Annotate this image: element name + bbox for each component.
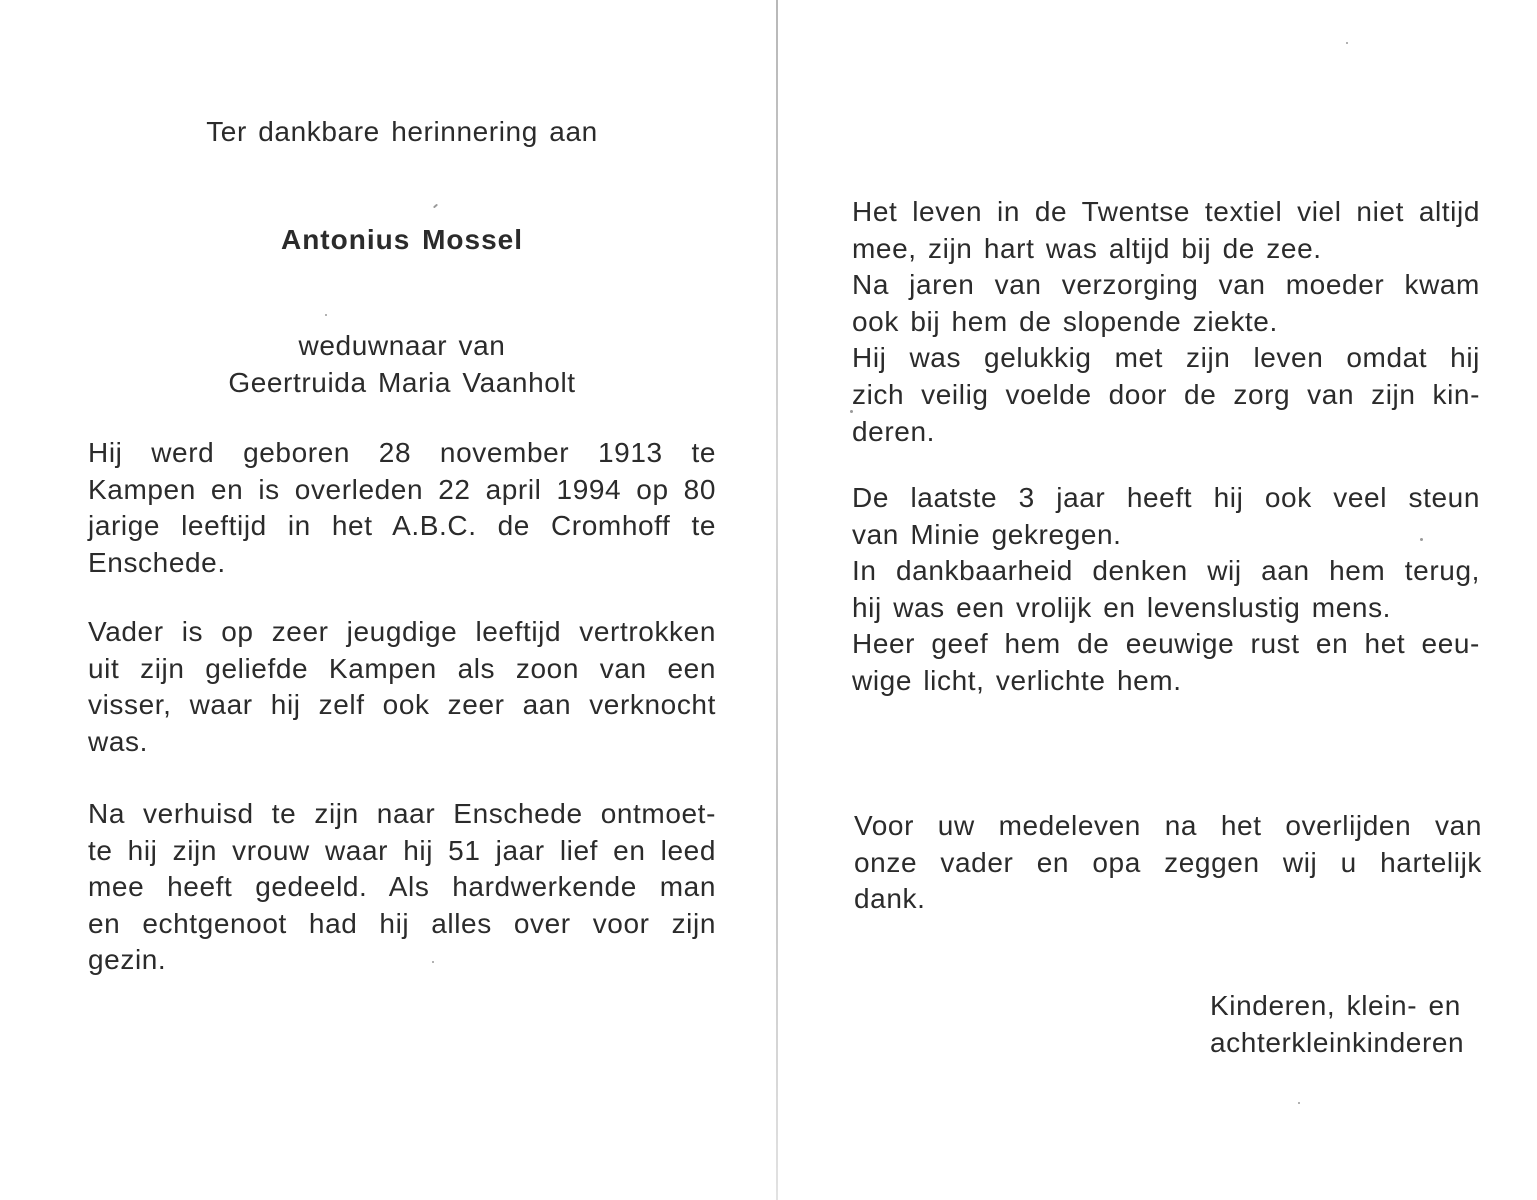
birth-paragraph bbox=[88, 435, 716, 581]
paragraph-line: Heer geef hem de eeuwige rust en het eeu- bbox=[852, 628, 1480, 660]
paragraph-line: uit zijn geliefde Kampen als zoon van een bbox=[88, 652, 716, 684]
paragraph-line: te hij zijn vrouw waar hij 51 jaar lief en leed bbox=[88, 834, 716, 866]
paragraph-line: Voor uw medeleven na het overlijden van bbox=[854, 810, 1482, 841]
scan-speck bbox=[432, 961, 434, 963]
paragraph-line: hij was een vrolijk en levenslustig mens. bbox=[852, 591, 1392, 623]
paragraph-line: mee, zijn hart was altijd bij de zee. bbox=[852, 232, 1322, 264]
deceased-name: Antonius Mossel bbox=[280, 224, 523, 255]
closing-paragraph bbox=[852, 480, 1480, 700]
paragraph-line: Hij was gelukkig met zijn leven omdat hij bbox=[852, 342, 1480, 374]
scan-speck bbox=[850, 410, 853, 413]
paragraph-line: ook bij hem de slopende ziekte. bbox=[852, 305, 1278, 337]
paragraph-line: De laatste 3 jaar heeft hij ook veel steun bbox=[852, 482, 1480, 513]
paragraph-line: en echtgenoot had hij alles over voor zijn bbox=[88, 907, 716, 939]
paragraph-line: deren. bbox=[852, 415, 935, 447]
paragraph-line: visser, waar hij zelf ook zeer aan verknocht bbox=[88, 689, 716, 721]
widower-label: weduwnaar van bbox=[298, 330, 506, 361]
scan-speck bbox=[1298, 1102, 1300, 1104]
paragraph-line: Na verhuisd te zijn naar Enschede ontmoet- bbox=[88, 798, 716, 829]
paragraph-line: Hij werd geboren 28 november 1913 te bbox=[88, 437, 716, 468]
paragraph-line: dank. bbox=[854, 883, 926, 915]
paragraph-line: Na jaren van verzorging van moeder kwam bbox=[852, 269, 1480, 301]
paragraph-line: van Minie gekregen. bbox=[852, 518, 1122, 550]
signature-line: achterkleinkinderen bbox=[1210, 1026, 1465, 1058]
paragraph-line: In dankbaarheid denken wij aan hem terug, bbox=[852, 555, 1480, 587]
memorial-heading: Ter dankbare herinnering aan bbox=[206, 116, 598, 147]
paragraph-line: was. bbox=[88, 725, 148, 757]
life-paragraph bbox=[852, 194, 1480, 450]
scan-speck bbox=[1346, 42, 1348, 44]
scan-speck bbox=[433, 204, 438, 209]
spouse-name: Geertruida Maria Vaanholt bbox=[228, 366, 576, 398]
signature-line: Kinderen, klein- en bbox=[1210, 990, 1461, 1021]
paragraph-line: gezin. bbox=[88, 944, 167, 976]
paragraph-line: mee heeft gedeeld. Als hardwerkende man bbox=[88, 871, 716, 903]
paragraph-line: jarige leeftijd in het A.B.C. de Cromhoff te bbox=[88, 510, 716, 542]
paragraph-line: Kampen en is overleden 22 april 1994 op 80 bbox=[88, 473, 716, 505]
paragraph-line: onze vader en opa zeggen wij u hartelijk bbox=[854, 846, 1482, 878]
scan-speck bbox=[1420, 538, 1423, 541]
youth-paragraph bbox=[88, 614, 716, 760]
paragraph-line: Vader is op zeer jeugdige leeftijd vertrokken bbox=[88, 616, 716, 647]
paragraph-line: wige licht, verlichte hem. bbox=[852, 664, 1182, 696]
thanks-paragraph bbox=[854, 808, 1482, 918]
scan-speck bbox=[325, 314, 327, 316]
paragraph-line: zich veilig voelde door de zorg van zijn kin- bbox=[852, 378, 1480, 410]
marriage-paragraph bbox=[88, 796, 716, 979]
paragraph-line: Enschede. bbox=[88, 546, 226, 578]
card-right-page bbox=[778, 0, 1537, 1200]
signature-block bbox=[1210, 988, 1480, 1061]
paragraph-line: Het leven in de Twentse textiel viel niet altijd bbox=[852, 196, 1480, 227]
spouse-block bbox=[0, 328, 804, 401]
